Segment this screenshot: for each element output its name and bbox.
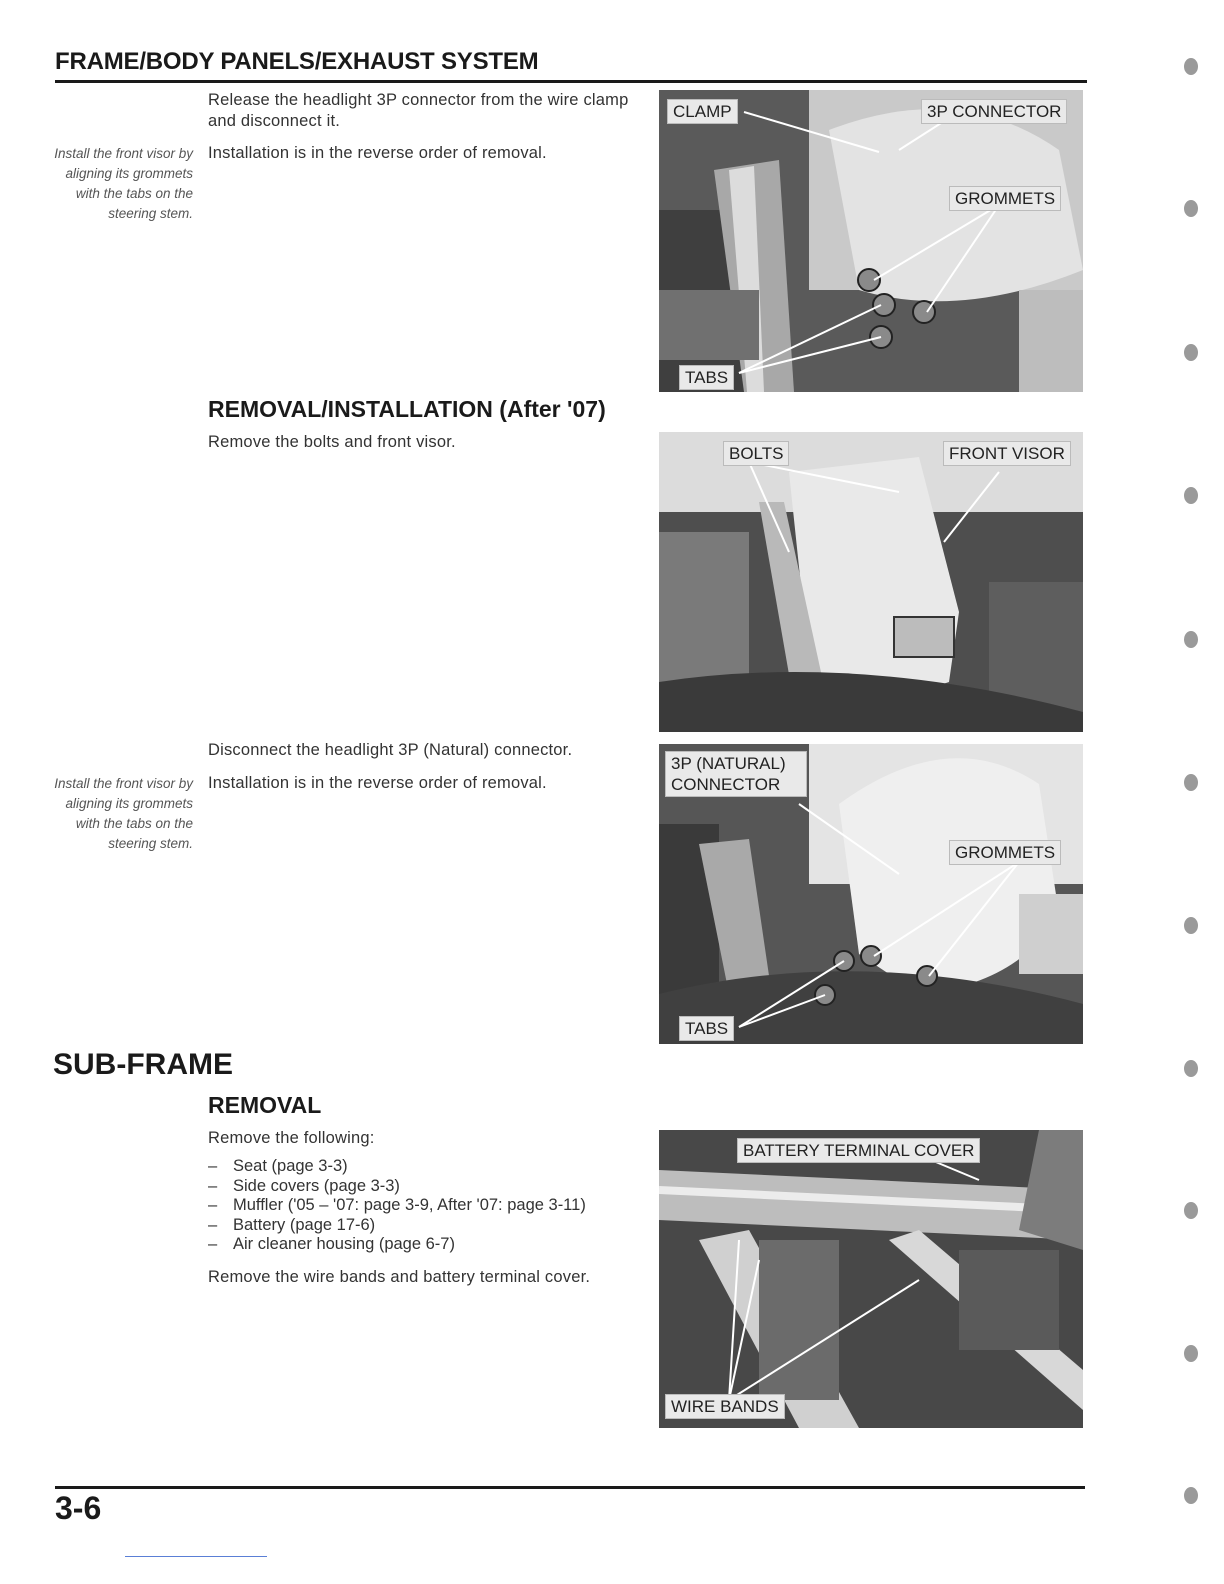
step-release-connector: Release the headlight 3P connector from the wire clamp and disconnect it. (208, 91, 629, 130)
side-note-install-visor-2: Install the front visor by aligning its grommets with the tabs on the steering stem. (54, 776, 193, 851)
intro-remove-following: Remove the following: (208, 1129, 375, 1147)
step-disconnect-natural-connector: Disconnect the headlight 3P (Natural) connector. (208, 741, 573, 759)
heading-removal: REMOVAL (208, 1092, 322, 1118)
binding-hole-mark (1184, 1060, 1198, 1077)
step-installation-2: Installation is in the reverse order of removal. (208, 774, 547, 792)
page-header-title: FRAME/BODY PANELS/EXHAUST SYSTEM (55, 48, 539, 75)
page-number: 3-6 (55, 1490, 102, 1526)
label-tabs: TABS (679, 365, 734, 390)
removal-list (208, 1157, 648, 1255)
binding-hole-mark (1184, 1202, 1198, 1219)
label-grommets-2: GROMMETS (949, 840, 1061, 865)
step-remove-wire-bands: Remove the wire bands and battery terminal cover. (208, 1268, 591, 1286)
heading-removal-installation: REMOVAL/INSTALLATION (After '07) (208, 396, 606, 422)
bottom-link-underline (125, 1556, 267, 1557)
label-front-visor: FRONT VISOR (943, 441, 1071, 466)
label-battery-terminal-cover: BATTERY TERMINAL COVER (737, 1138, 980, 1163)
photo-1-art (659, 90, 1083, 392)
photo-front-visor (659, 432, 1083, 732)
label-tabs-2: TABS (679, 1016, 734, 1041)
step-installation: Installation is in the reverse order of removal. (208, 144, 547, 162)
binding-hole-mark (1184, 1345, 1198, 1362)
photo-headlight-connector (659, 90, 1083, 392)
side-note-install-visor: Install the front visor by aligning its grommets with the tabs on the steering stem. (54, 146, 193, 221)
list-item: – Battery (page 17-6) (208, 1216, 648, 1236)
header-rule (55, 80, 1087, 83)
list-item: – Muffler ('05 – '07: page 3-9, After '07: page 3-11) (208, 1196, 648, 1216)
label-clamp: CLAMP (667, 99, 738, 124)
photo-battery-terminal-cover (659, 1130, 1083, 1428)
binding-hole-mark (1184, 631, 1198, 648)
photo-4-art (659, 1130, 1083, 1428)
binding-hole-mark (1184, 200, 1198, 217)
binding-hole-mark (1184, 58, 1198, 75)
heading-sub-frame: SUB-FRAME (53, 1048, 233, 1081)
footer-rule (55, 1486, 1085, 1489)
list-item: – Side covers (page 3-3) (208, 1177, 648, 1197)
label-grommets: GROMMETS (949, 186, 1061, 211)
step-remove-bolts-visor: Remove the bolts and front visor. (208, 433, 456, 451)
label-bolts: BOLTS (723, 441, 789, 466)
photo-2-art (659, 432, 1083, 732)
list-item: – Air cleaner housing (page 6-7) (208, 1235, 648, 1255)
binding-hole-mark (1184, 1487, 1198, 1504)
label-wire-bands: WIRE BANDS (665, 1394, 785, 1419)
label-3p-connector: 3P CONNECTOR (921, 99, 1067, 124)
list-item: – Seat (page 3-3) (208, 1157, 648, 1177)
binding-hole-mark (1184, 917, 1198, 934)
binding-hole-mark (1184, 487, 1198, 504)
photo-natural-connector (659, 744, 1083, 1044)
binding-hole-mark (1184, 774, 1198, 791)
binding-hole-mark (1184, 344, 1198, 361)
label-3p-natural-connector: 3P (NATURAL) CONNECTOR (665, 751, 807, 797)
